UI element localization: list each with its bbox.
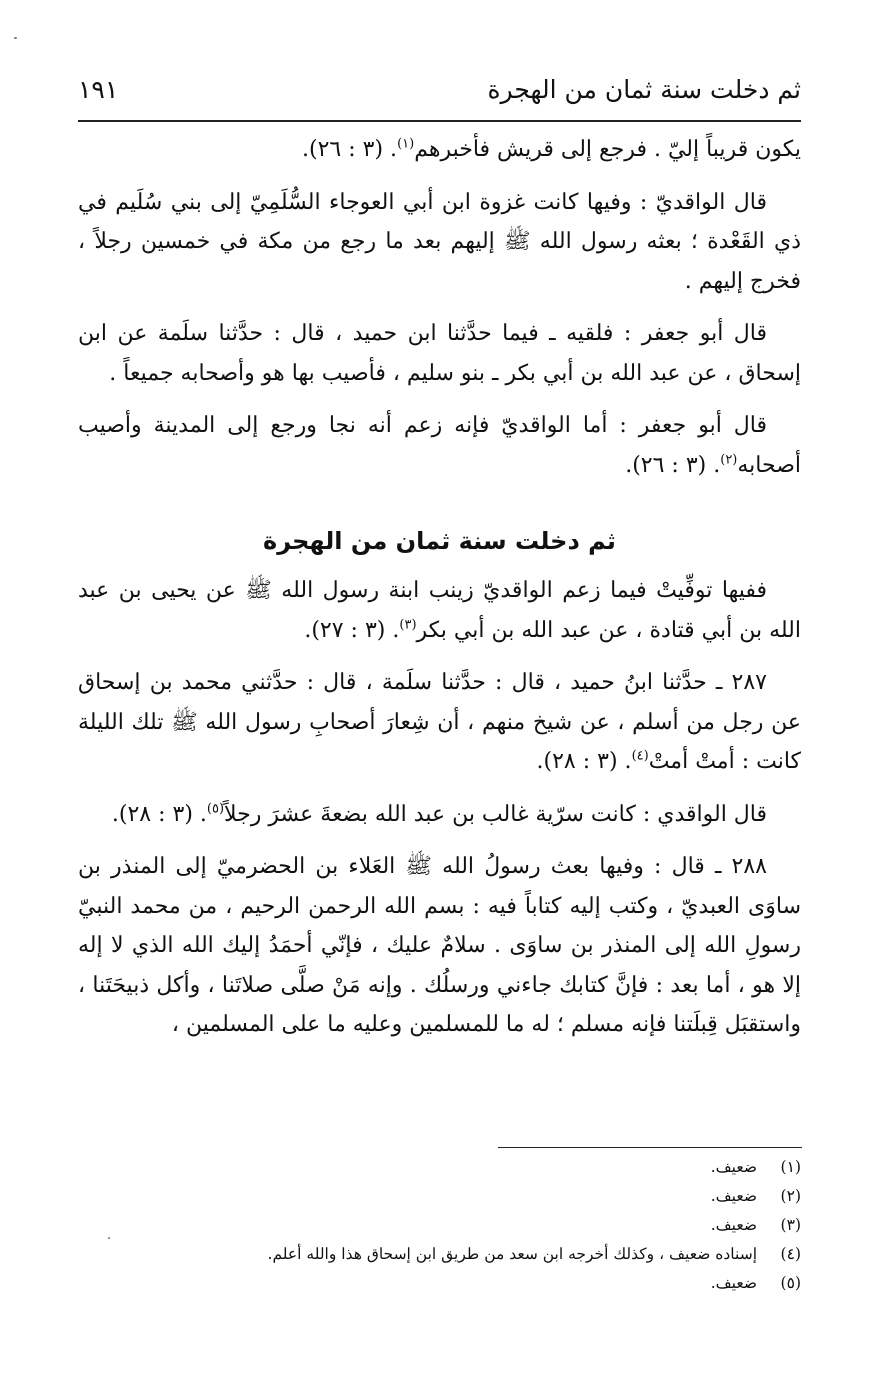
citation: . (٣ : ٢٦). <box>625 452 721 478</box>
footnote <box>78 1269 801 1298</box>
main-text <box>78 130 801 1058</box>
footnote-text: ضعيف. <box>710 1187 757 1205</box>
scan-speck <box>108 1237 110 1239</box>
citation: . (٣ : ٢٨). <box>536 749 632 774</box>
paragraph-text: ففيها توفِّيتْ فيما زعم الواقديّ زينب ابنة رسول الله ﷺ عن يحيى بن عبد الله بن أبي قتادة ، عن عبد الله بن أبي بكر <box>78 578 801 643</box>
footnote <box>78 1211 801 1240</box>
scan-speck <box>14 37 17 39</box>
paragraph-text: ٢٨٧ ـ حدَّثنا ابنُ حميد ، قال : حدَّثنا سلَمة ، قال : حدَّثني محمد بن إسحاق عن رجل من أسلم ، عن شيخ منهم ، أن شِعارَ أصحابِ رسول الله ﷺ تلك الليلة كانت : أمتْ أمتْ <box>78 670 801 774</box>
citation: . (٣ : ٢٦). <box>302 137 398 162</box>
paragraph <box>78 847 801 1045</box>
footnote-rule <box>498 1147 802 1148</box>
running-title: ثم دخلت سنة ثمان من الهجرة <box>487 74 801 104</box>
footnote-text: ضعيف. <box>710 1274 757 1292</box>
footnote-text: إسناده ضعيف ، وكذلك أخرجه ابن سعد من طريق ابن إسحاق هذا والله أعلم. <box>267 1245 757 1263</box>
footnote-number: (٣) <box>780 1216 801 1234</box>
paragraph-text: قال أبو جعفر : فلقيه ـ فيما حدَّثنا ابن حميد ، قال : حدَّثنا سلَمة عن ابن إسحاق ، عن عبد الله بن أبي بكر ـ بنو سليم ، فأصيب بها هو وأصحابه جميعاً . <box>78 321 801 386</box>
footnote-text: ضعيف. <box>710 1158 757 1176</box>
paragraph <box>78 663 801 782</box>
running-header <box>78 64 801 114</box>
footnote-number: (٢) <box>780 1187 801 1205</box>
paragraph-text: قال الواقديّ : وفيها كانت غزوة ابن أبي العوجاء السُّلَمِيّ إلى بني سُلَيم في ذي القَعْدة ؛ بعثه رسول الله ﷺ إليهم بعد ما رجع من مكة في خمسين رجلاً ، فخرج إليهم . <box>78 189 801 294</box>
footnote-number: (٤) <box>780 1245 801 1263</box>
footnote-ref: (٥) <box>206 801 225 817</box>
footnote-ref: (١) <box>397 136 415 152</box>
paragraph <box>78 795 801 835</box>
paragraph <box>78 183 801 302</box>
footnote <box>78 1182 801 1211</box>
paragraph <box>78 314 801 393</box>
section-heading: ثم دخلت سنة ثمان من الهجرة <box>263 527 616 555</box>
paragraph <box>78 571 801 650</box>
footnote-ref: (٢) <box>720 452 738 468</box>
footnote-number: (٥) <box>780 1274 801 1292</box>
footnote-number: (١) <box>780 1158 801 1176</box>
citation: . (٣ : ٢٨). <box>111 801 207 827</box>
paragraph-text: ٢٨٨ ـ قال : وفيها بعث رسولُ الله ﷺ العَلاء بن الحضرميّ إلى المنذر بن ساوَى العبديّ ، وكتب إليه كتاباً فيه : بسم الله الرحمن الرحيم ، من محمد النبيّ رسولِ الله إلى المنذر بن ساوَى . سلامٌ عليك ، فإنّي أحمَدُ إليك الله الذي لا إله إلا هو ، أما بعد : فإنَّ كتابك جاءني ورسلُك . وإنه مَنْ صلَّى صلاتَنا ، وأكل ذبيحَتَنا ، واستقبَل قِبلَتنا فإنه مسلم ؛ له ما للمسلمين وعليه ما على المسلمين ، <box>78 854 801 1037</box>
paragraph-text: يكون قريباً إليّ . فرجع إلى قريش فأخبرهم <box>414 137 801 162</box>
footnote <box>78 1153 801 1182</box>
paragraph <box>78 130 801 170</box>
citation: . (٣ : ٢٧). <box>304 617 400 643</box>
footnote <box>78 1240 801 1269</box>
footnote-ref: (٤) <box>631 748 649 764</box>
page-number: ١٩١ <box>78 74 119 104</box>
footnote-text: ضعيف. <box>710 1216 757 1234</box>
paragraph <box>78 406 801 485</box>
paragraph-text: قال أبو جعفر : أما الواقديّ فإنه زعم أنه نجا ورجع إلى المدينة وأصيب أصحابه <box>78 413 801 478</box>
footnotes <box>78 1153 801 1298</box>
footnote-ref: (٣) <box>399 617 417 633</box>
header-rule <box>78 120 801 122</box>
paragraph-text: قال الواقدي : كانت سرّية غالب بن عبد الله بضعةَ عشرَ رجلاً <box>224 801 767 827</box>
